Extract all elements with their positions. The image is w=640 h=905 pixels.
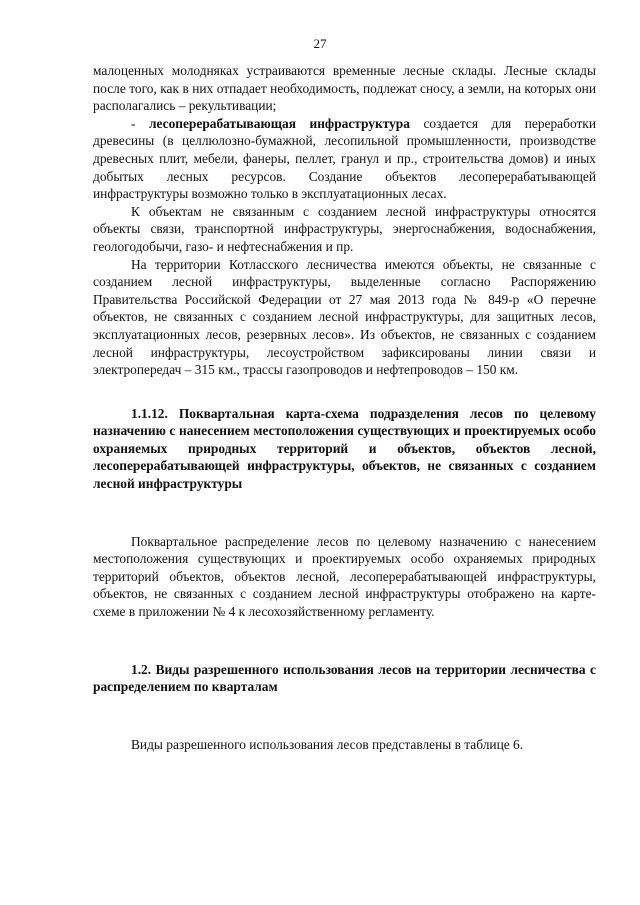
processing-infrastructure-text: создается для переработки древесины (в целлюлозно-бумажной, лесопильной промышленности, производстве древесных плит, мебели, фанеры, пеллет, гранул и пр., строительства домов) и иных добытых лесных ресурсов. Создание объектов лесоперерабатывающей инфраструктуры возможно только в эксплуатационных лесах.: [93, 115, 596, 202]
section-heading-1-2: 1.2. Виды разрешенного использования лесов на территории лесничества с распределением по кварталам: [93, 661, 596, 695]
paragraph-quarterly-distribution: Поквартальное распределение лесов по целевому назначению с нанесением местоположения существующих и проектируемых особо охраняемых природных территорий объектов, объектов лесной, лесоперерабатывающей инфраструктуры, объектов, не связанных с созданием лесной инфраструктуры отображено на карте-схеме в приложении № 4 к лесохозяйственному регламенту.: [93, 533, 596, 620]
section-heading-1-1-12: 1.1.12. Поквартальная карта-схема подразделения лесов по целевому назначению с нанесением местоположения существующих и проектируемых особо охраняемых природных территорий и объектов, объектов лесной, лесоперерабатывающей инфраструктуры, объектов, не связанных с созданием лесной инфраструктуры: [93, 405, 596, 492]
paragraph-processing-infrastructure: [93, 115, 596, 203]
document-body: [93, 62, 596, 753]
list-dash: -: [131, 115, 150, 131]
paragraph-non-forest-objects: К объектам не связанным с созданием лесной инфраструктуры относятся объекты связи, транспортной инфраструктуры, энергоснабжения, водоснабжения, геологодобычи, газо- и нефтеснабжения и пр.: [93, 203, 596, 254]
page-number: 27: [313, 36, 327, 51]
paragraph-warehouses: малоценных молодняках устраиваются временные лесные склады. Лесные склады после того, как в них отпадает необходимость, подлежат сносу, а земли, на которых они располагались – рекультивации;: [93, 63, 596, 114]
paragraph-kotlas-objects: На территории Котласского лесничества имеются объекты, не связанные с созданием лесной инфраструктуры, выделенные согласно Распоряжению Правительства Российской Федерации от 27 мая 2013 года № 849-р «О перечне объектов, не связанных с созданием лесной инфраструктуры, для защитных лесов, эксплуатационных лесов, резервных лесов». Из объектов, не связанных с созданием лесной инфраструктуры, лесоустройством зафиксированы линии связи и электропередач – 315 км., трассы газопроводов и нефтепроводов – 150 км.: [93, 256, 596, 378]
paragraph-table-reference: Виды разрешенного использования лесов представлены в таблице 6.: [131, 736, 524, 752]
term-processing-infrastructure: лесоперерабатывающая инфраструктура: [149, 115, 410, 131]
